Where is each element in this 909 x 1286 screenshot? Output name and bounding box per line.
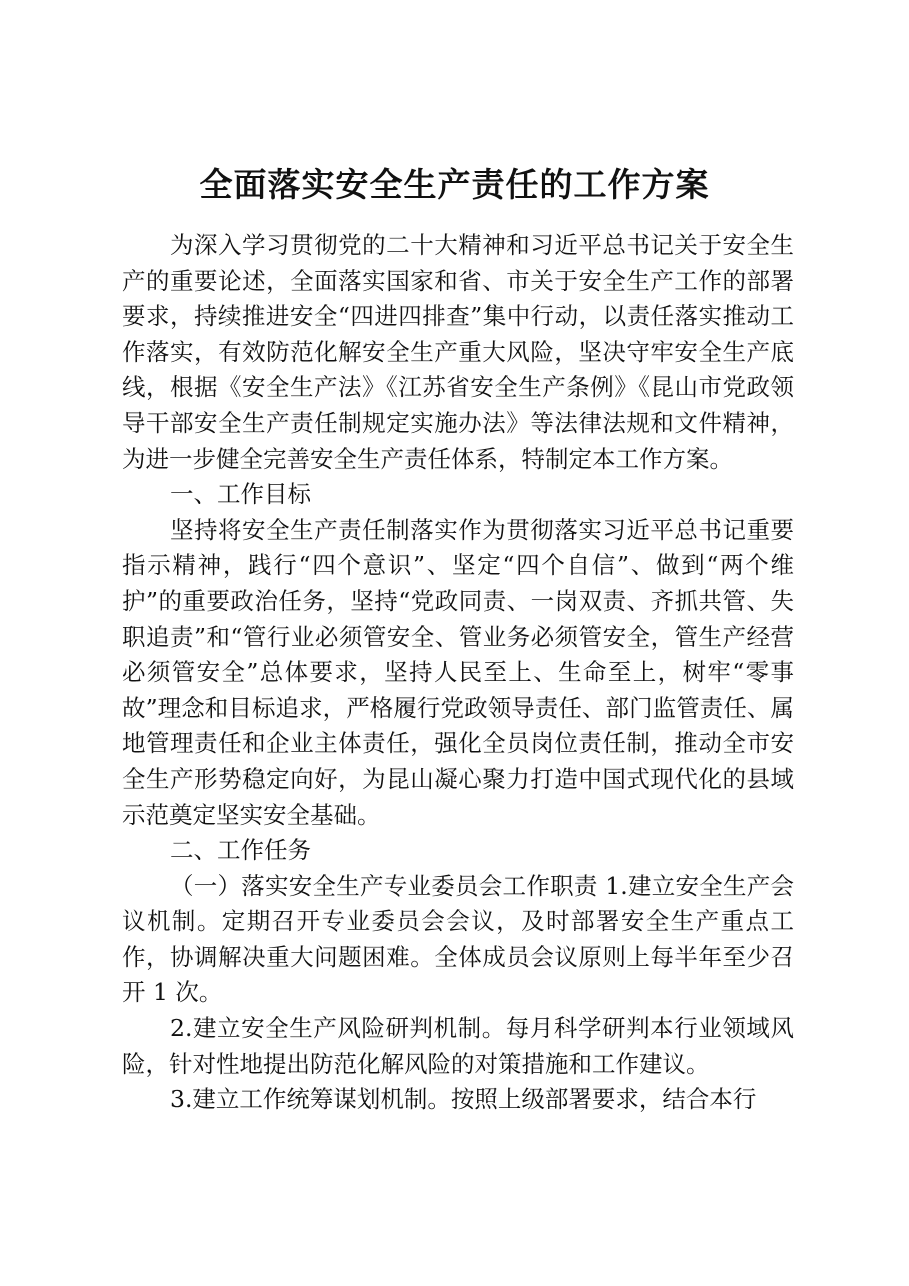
task-paragraph-3: 3.建立工作统筹谋划机制。按照上级部署要求，结合本行	[170, 1085, 757, 1114]
document-body	[122, 228, 794, 1118]
intro-paragraph: 为深入学习贯彻党的二十大精神和习近平总书记关于安全生产的重要论述，全面落实国家和省、市关于安全生产工作的部署要求，持续推进安全“四进四排查”集中行动，以责任落实推动工作落实，有效防范化解安全生产重大风险，坚决守牢安全生产底线，根据《安全生产法》《江苏省安全生产条例》《昆山市党政领导干部安全生产责任制规定实施办法》等法律法规和文件精神，为进一步健全完善安全生产责任体系，特制定本工作方案。	[122, 231, 794, 473]
document-title: 全面落实安全生产责任的工作方案	[199, 165, 710, 204]
section-heading-goals: 一、工作目标	[170, 480, 311, 509]
goals-paragraph: 坚持将安全生产责任制落实作为贯彻落实习近平总书记重要指示精神，践行“四个意识”、坚定“四个自信”、做到“两个维护”的重要政治任务，坚持“党政同责、一岗双责、齐抓共管、失职追责”和“管行业必须管安全、管业务必须管安全，管生产经营必须管安全”总体要求，坚持人民至上、生命至上，树牢“零事故”理念和目标追求，严格履行党政领导责任、部门监管责任、属地管理责任和企业主体责任，强化全员岗位责任制，推动全市安全生产形势稳定向好，为昆山凝心聚力打造中国式现代化的县域示范奠定坚实安全基础。	[122, 515, 794, 829]
section-heading-tasks: 二、工作任务	[170, 836, 311, 865]
task-paragraph-1: （一）落实安全生产专业委员会工作职责 1.建立安全生产会议机制。定期召开专业委员会会议，及时部署安全生产重点工作，协调解决重大问题困难。全体成员会议原则上每半年至少召开 1 次。	[122, 871, 794, 1007]
task-paragraph-2: 2.建立安全生产风险研判机制。每月科学研判本行业领域风险，针对性地提出防范化解风险的对策措施和工作建议。	[122, 1014, 794, 1078]
